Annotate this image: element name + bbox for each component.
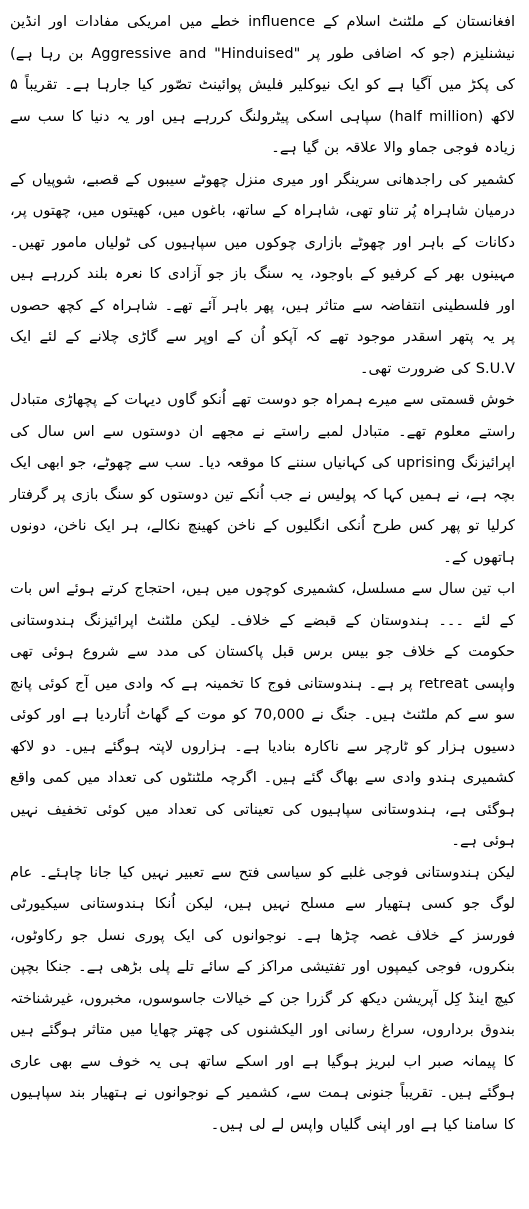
paragraph-alternate-route: خوش قسمتی سے میرے ہمراہ جو دوست تھے اُنکو گاوں دیہات کے پچھاڑی متبادل راستے معلوم تھے۔ متبادل لمبے راستے نے مجھے ان دوستوں سے اس سال کی اپرائیزنگ uprising کی کہانیاں سننے کا موقعہ دیا۔ سب سے چھوٹے، جو ابھی ایک بچہ ہے، نے ہمیں کہا کہ پولیس نے جب اُنکے تین دوستوں کو سنگ بازی پر گرفتار کرلیا تو پھر کس طرح اُنکی انگلیوں کے ناخن کھینچ نکالے، ہر ایک ناخن، دونوں ہاتھوں کے۔ bbox=[10, 391, 515, 566]
paragraph-srinagar-highway: کشمیر کی راجدھانی سرینگر اور میری منزل چھوٹے سیبوں کے قصبے، شوپیاں کے درمیان شاہراہ پُر تناو تھی، شاہراہ کے ساتھ، باغوں میں، کھیتوں میں، چھتوں پر، دکانات کے باہر اور چھوٹے بازاری چوکوں میں سپاہیوں کی ٹولیاں مامور تھیں۔ مہینوں بھر کے کرفیو کے باوجود، یہ سنگ باز جو آزادی کا نعرہ بلند کررہے ہیں اور فلسطینی انتفاضہ سے متاثر ہیں، پھر باہر آئے تھے۔ شاہراہ کے کچھ حصوں پر یہ پتھر اسقدر موجود تھے کہ آپکو اُن کے اوپر سے گاڑی چلانے کے لئے ایک S.U.V کی ضرورت تھی۔ bbox=[10, 170, 515, 377]
article-body bbox=[10, 6, 515, 1140]
paragraph-military-dominance: لیکن ہندوستانی فوجی غلبے کو سیاسی فتح سے تعبیر نہیں کیا جانا چاہئے۔ عام لوگ جو کسی ہتھیار سے مسلح نہیں ہیں، لیکن اُنکا ہندوستانی سیکیورٹی فورسز کے خلاف غصہ چڑھا ہے۔ نوجوانوں کی ایک پوری نسل جو رکاوٹوں، بنکروں، فوجی کیمپوں اور تفتیشی مراکز کے سائے تلے پلی بڑھی ہے۔ جنکا بچپن کیچ اینڈ کِل آپریشن دیکھ کر گزرا جن کے خیالات جاسوسوں، مخبروں، غیرشناختہ بندوق برداروں، سراغ رسانی اور الیکشنوں کی چھتر چھایا میں متاثر ہوگئے ہیں کا پیمانہ صبر اب لبریز ہوگیا ہے اور اسکے ساتھ ہی یہ خوف سے بھی عاری ہوگئے ہیں۔ تقریباً جنونی ہمت سے، کشمیر کے نوجوانوں نے ہتھیار بند سپاہیوں کا سامنا کیا ہے اور اپنی گلیاں واپس لے لی ہیں۔ bbox=[10, 863, 515, 1133]
paragraph-three-years-protest: اب تین سال سے مسلسل، کشمیری کوچوں میں ہیں، احتجاج کرتے ہوئے اس بات کے لئے ۔۔۔ ہندوستان کے قبضے کے خلاف۔ لیکن ملٹنٹ اپرائیزنگ ہندوستانی حکومت کے خلاف جو بیس برس قبل پاکستان کی مدد سے شروع ہوئی تھی واپسی retreat پر ہے۔ ہندوستانی فوج کا تخمینہ ہے کہ وادی میں آج کوئی پانچ سو سے کم ملٹنٹ ہیں۔ جنگ نے 70,000 کو موت کے گھاٹ اُتاردیا ہے اور کوئی دسیوں ہزار کو ٹارچر سے ناکارہ بنادیا ہے۔ ہزاروں لاپتہ ہوگئے ہیں۔ دو لاکھ کشمیری ہندو وادی سے بھاگ گئے ہیں۔ اگرچہ ملٹنٹوں کی تعداد میں کمی واقع ہوگئی ہے، ہندوستانی سپاہیوں کی تعیناتی کی تعداد میں کوئی تخفیف نہیں ہوئی ہے۔ bbox=[10, 580, 515, 849]
paragraph-afghanistan-influence: افغانستان کے ملٹنٹ اسلام کے influence خطے میں امریکی مفادات اور انڈین نیشنلیزم (جو کہ اضافی طور پر "Aggressive and "Hinduised بن رہا ہے) کی پکڑ میں آگیا ہے کو ایک نیوکلیر فلیش پوائینٹ تصّور کیا جارہا ہے۔ تقریباً ۵ لاکھ (half million) سپاہی اسکی پیٹرولنگ کررہے ہیں اور یہ دنیا کا سب سے زیادہ فوجی جماو والا علاقہ بن گیا ہے۔ bbox=[10, 13, 516, 156]
